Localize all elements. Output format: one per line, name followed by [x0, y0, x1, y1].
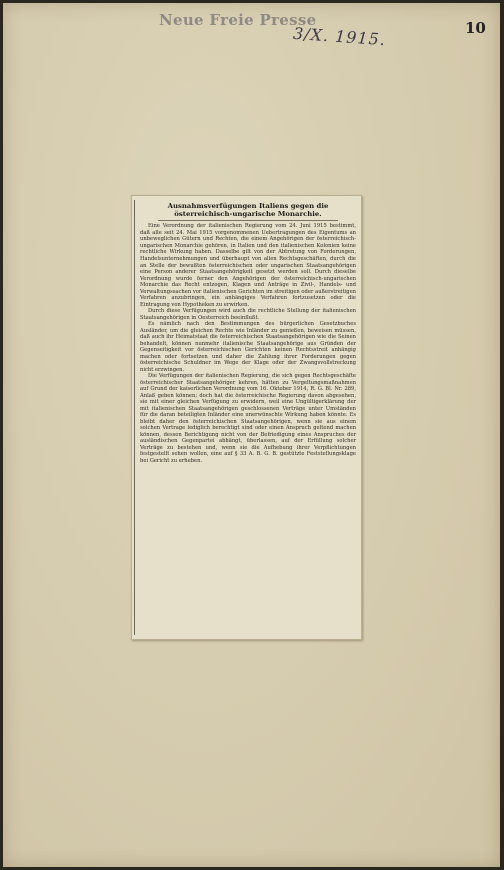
article-paragraph-2: Durch diese Verfügungen wird auch die rechtliche Stellung der italienischen Staatsangehörigen in Oesterreich beeinflußt.: [140, 308, 356, 321]
newspaper-masthead: Neue Freie Presse: [159, 11, 317, 29]
article-title: Ausnahmsverfügungen Italiens gegen die österreichisch-ungarische Monarchie.: [167, 202, 329, 219]
article-paragraph-1: Eine Verordnung der italienischen Regierung vom 24. Juni 1915 bestimmt, daß alle seit 24. Mai 1915 vorgenommenen Uebertragungen des Eigentums an unbeweglichen Gütern und Rechten, die einem Angehörigen der österreichisch-ungarischen Monarchie gehören, in Italien und den italienischen Kolonien keine rechtliche Wirkung haben. Dasselbe gilt von der Abtretung von Forderungen, Handelsunternehmungen und überhaupt von allen Rechtsgeschäften, durch die an Stelle der bewußten österreichischen oder ungarischen Staatsangehörigen eine Person anderer Staatsangehörigkeit gesetzt werden soll. Durch dieselbe Verordnung wurde ferner den Angehörigen der österreichisch-ungarischen Monarchie das Recht entzogen, Klagen und Anträge in Zivil-, Handels- und Verwaltungssachen vor italienischen Gerichten im streitigen oder außerstreitigen Verfahren anzubringen, ein anhängiges Verfahren fortzusetzen oder die Eintragung von Hypotheken zu erwirken.: [140, 223, 356, 308]
handwritten-date: 3/X. 1915.: [292, 23, 387, 50]
newspaper-clipping: [131, 195, 362, 640]
title-divider: [158, 220, 338, 221]
article-paragraph-3: Es nämlich nach den Bestimmungen des bürgerlichen Gesetzbuches Ausländer, um die gleichen Rechte wie Inländer zu genießen, beweisen müssen, daß auch ihr Heimatstaat die österreichischen Staatsangehörigen wie die Seinen behandelt, können nunmehr italienische Staatsangehörige aus Gründen der Gegenseitigkeit vor österreichischen Gerichten keinen Rechtsstreit anhängig machen oder fortsetzen und daher die Zahlung ihrer Forderungen gegen österreichische Schuldner im Wege der Klage oder der Zwangsvollstreckung nicht erzwingen.: [140, 321, 356, 373]
archive-page: [3, 3, 500, 867]
article-paragraph-4: Die Verfügungen der italienischen Regierung, die sich gegen Rechtsgeschäfte österreichischer Staatsangehöriger kehren, hätten zu Vergeltungsmaßnahmen auf Grund der kaiserlichen Verordnung vom 16. Oktober 1914, R. G. Bl. Nr. 289, Anlaß geben können; doch hat die österreichische Regierung davon abgesehen, sie mit einer gleichen Verfügung zu erwidern, weil eine Ungültigerklärung der mit italienischen Staatsangehörigen geschlossenen Verträge unter Umständen für die daran beteiligten Inländer eine unerwünschte Wirkung haben könnte. Es bleibt daher den österreichischen Staatsangehörigen, wenn sie aus einem solchen Vertrage lediglich berechtigt sind oder einen Anspruch geltend machen können, dessen Berichtigung nicht von der Befriedigung eines Anspruches der ausländischen Gegenpartei abhängt, überlassen, auf der Erfüllung solcher Verträge zu bestehen und, wenn sie die Aufhebung ihrer Verpflichtungen festgestellt sehen wollen, eine auf § 33 A. B. G. B. gestützte Feststellungsklage bei Gericht zu erheben.: [140, 373, 356, 464]
page-number: 10: [465, 19, 486, 37]
